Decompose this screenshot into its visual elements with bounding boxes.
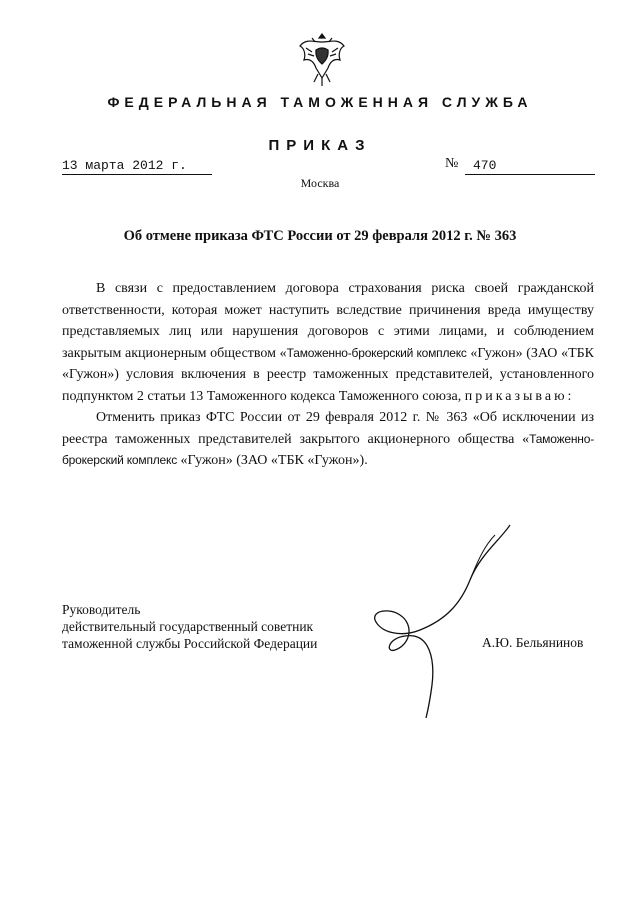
paragraph-2 [62,407,594,472]
number-sign: № [445,156,459,171]
p2-text-b: «Гужон» (ЗАО «ТБК «Гужон»). [177,453,368,468]
signatory-name: А.Ю. Бельянинов [482,635,584,650]
order-number: 470 [465,158,595,175]
p2-company-name: Таможенно-брокерский комплекс [62,431,594,467]
handwritten-signature [360,520,540,720]
document-type: ПРИКАЗ [268,137,372,154]
signatory-title [62,601,317,652]
p1-text-a: В связи с предоставлением договора страхования риска своей гражданской ответственности, которая может наступить вследствие причинения вреда имуществу представляемых лиц или нарушения договоров с этими лицами, и соблюдением закрытым акционерным обществом « [62,281,594,361]
paragraph-1 [62,278,594,407]
signatory-line-3: таможенной службы Российской Федерации [62,636,318,651]
order-body [62,278,594,472]
coat-of-arms-emblem [296,28,348,90]
p1-company-name: Таможенно-брокерский комплекс [286,345,467,360]
p1-text-b: «Гужон» (ЗАО «ТБК «Гужон») условия включения в реестр таможенных представителей, установленного подпунктом 2 статьи 13 Таможенного кодекса Таможенного союза, [62,345,594,404]
p1-order-word: приказываю: [464,388,575,404]
p2-text-a: Отменить приказ ФТС России от 29 февраля 2012 г. № 363 «Об исключении из реестра таможенных представителей закрытого акционерного общества « [62,410,594,447]
order-subject: Об отмене приказа ФТС России от 29 февраля 2012 г. № 363 [123,228,517,244]
city: Москва [300,176,340,190]
signatory-line-1: Руководитель [62,602,141,617]
agency-name: ФЕДЕРАЛЬНАЯ ТАМОЖЕННАЯ СЛУЖБА [107,94,533,110]
order-date: 13 марта 2012 г. [62,158,212,175]
signatory-line-2: действительный государственный советник [62,619,314,634]
